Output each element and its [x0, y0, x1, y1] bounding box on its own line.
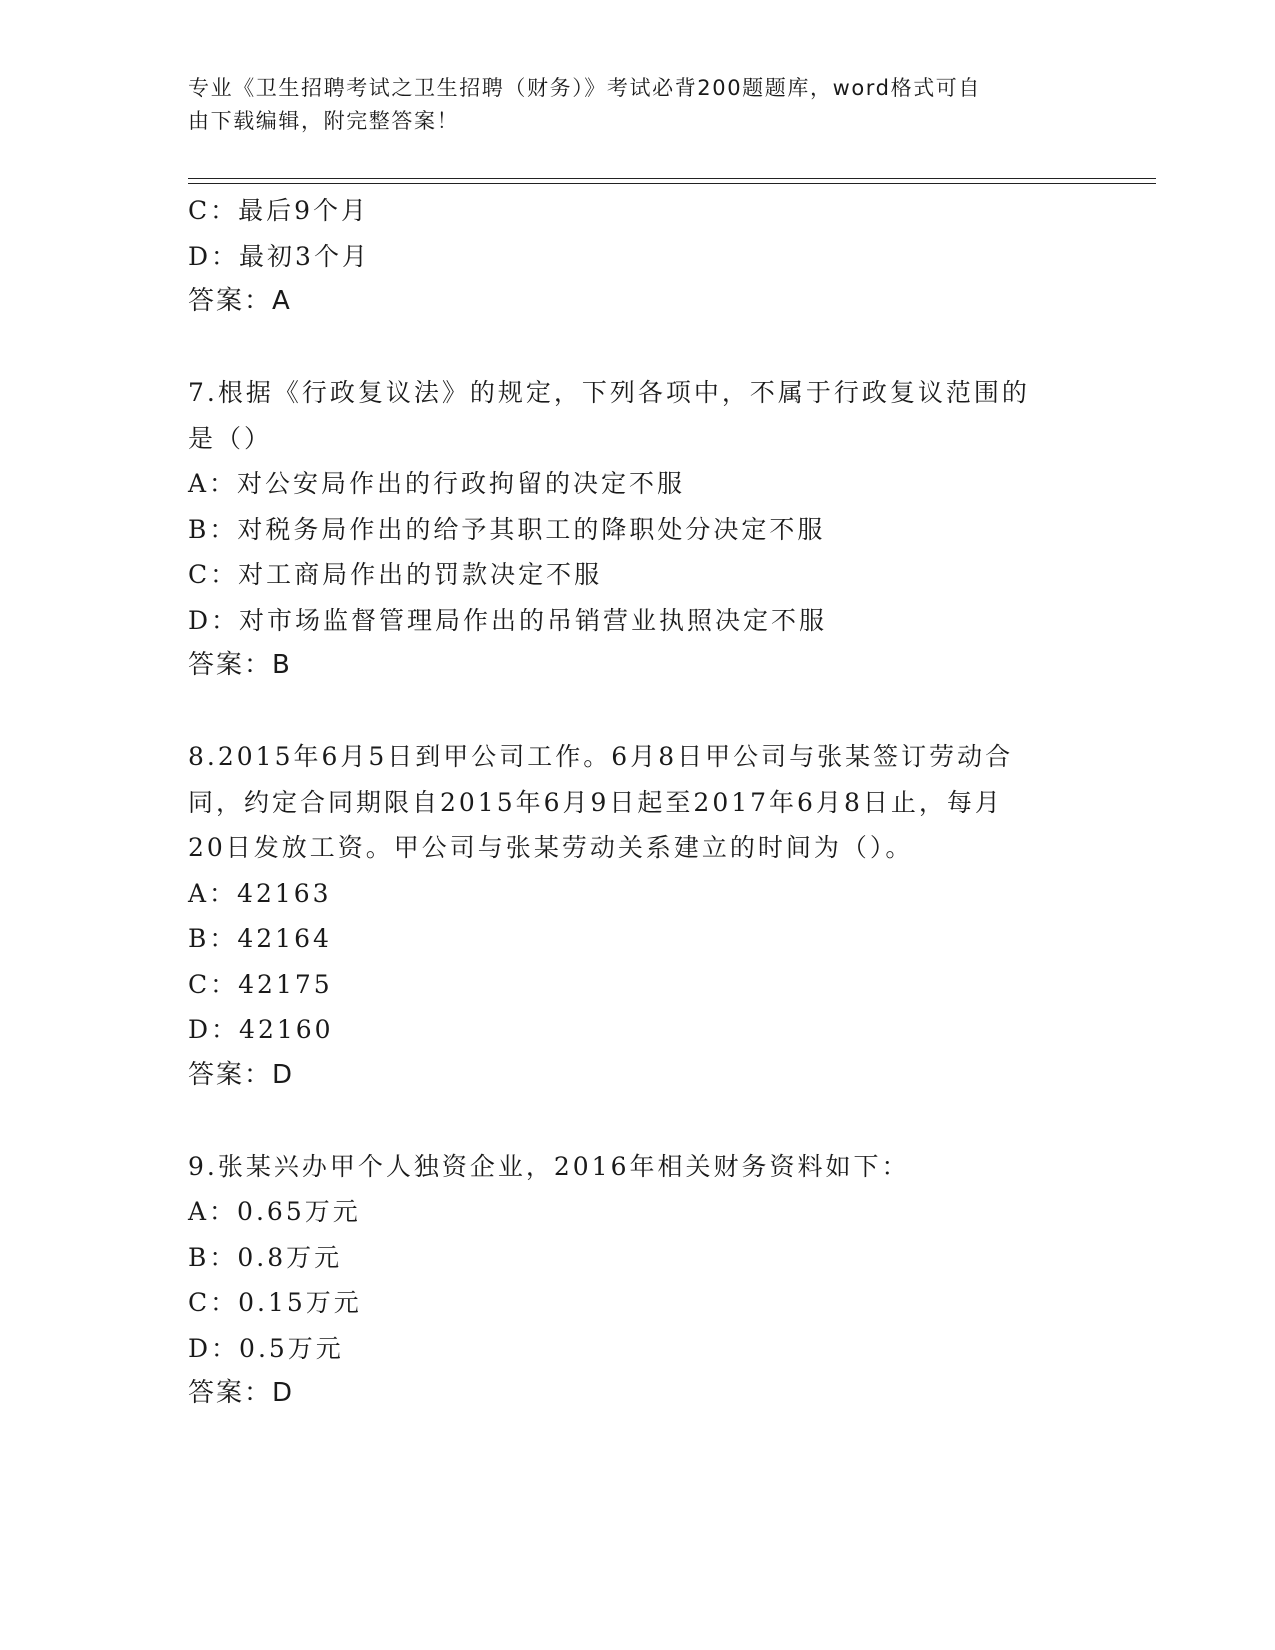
option-b: B：42164 [188, 924, 332, 953]
option-d: D：42160 [188, 1015, 334, 1044]
option-a: A：0.65万元 [188, 1197, 361, 1226]
option-b: B：0.8万元 [188, 1242, 343, 1272]
answer-line: 答案：B [188, 650, 292, 680]
question-stem: 20日发放工资。甲公司与张某劳动关系建立的时间为（）。 [188, 833, 914, 862]
answer-line: 答案：D [188, 1378, 295, 1408]
spacer [188, 1098, 1088, 1144]
option-c: C：0.15万元 [188, 1288, 362, 1317]
answer-line: 答案：A [188, 286, 292, 316]
question-stem: 7.根据《行政复议法》的规定，下列各项中，不属于行政复议范围的 [188, 378, 1030, 407]
document-header [188, 72, 1068, 138]
header-rule-top [188, 178, 1156, 179]
question-stem: 同，约定合同期限自2015年6月9日起至2017年6月8日止，每月 [188, 787, 1003, 817]
option-d: D：对市场监督管理局作出的吊销营业执照决定不服 [188, 605, 828, 635]
option-a: A：42163 [188, 878, 332, 908]
answer-line: 答案：D [188, 1059, 295, 1090]
question-stem: 是（） [188, 423, 273, 453]
option-b: B：对税务局作出的给予其职工的降职处分决定不服 [188, 514, 826, 544]
option-c: C：对工商局作出的罚款决定不服 [188, 560, 603, 589]
question-continued [188, 188, 1088, 325]
option-c: C：最后9个月 [188, 196, 370, 225]
question-stem: 9.张某兴办甲个人独资企业，2016年相关财务资料如下： [188, 1151, 910, 1181]
option-a: A：对公安局作出的行政拘留的决定不服 [188, 469, 686, 498]
option-d: D：0.5万元 [188, 1333, 344, 1363]
question-stem: 8.2015年6月5日到甲公司工作。6月8日甲公司与张某签订劳动合 [188, 742, 1014, 771]
question-8 [188, 734, 1088, 1098]
spacer [188, 689, 1088, 735]
option-d: D：最初3个月 [188, 241, 370, 271]
spacer [188, 325, 1088, 371]
question-list [188, 188, 1088, 1417]
question-9 [188, 1144, 1088, 1417]
header-line-2: 由下载编辑，附完整答案！ [188, 109, 460, 133]
question-7 [188, 370, 1088, 689]
header-rule-bottom [188, 183, 1156, 184]
header-line-1: 专业《卫生招聘考试之卫生招聘（财务）》考试必背200题题库，word格式可自 [188, 76, 981, 100]
option-c: C：42175 [188, 969, 333, 999]
